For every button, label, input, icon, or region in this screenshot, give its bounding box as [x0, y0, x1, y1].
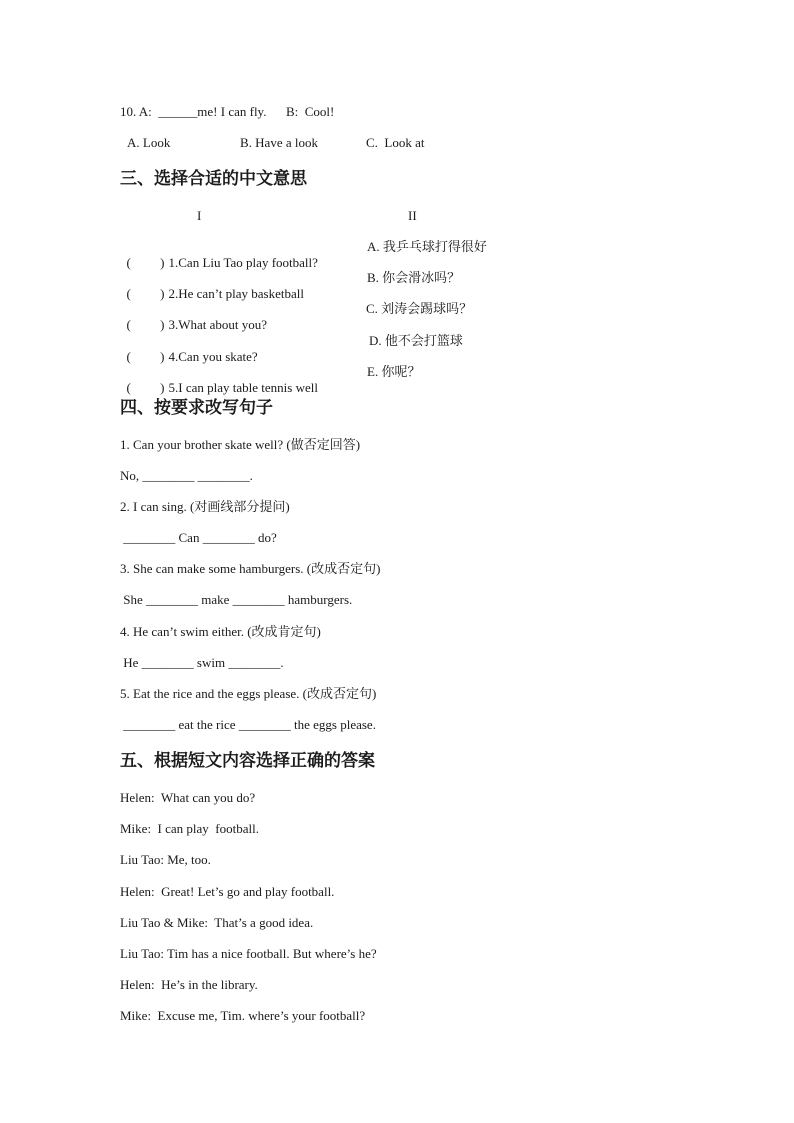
match-right-e: E. 你呢？ [367, 364, 421, 379]
dialogue-line: Mike: I can play football. [120, 821, 259, 836]
section5-heading: 五、根据短文内容选择正确的答案 [120, 751, 375, 771]
match-row-4 [120, 333, 258, 365]
q10-option-c: C. Look at [366, 135, 425, 150]
match-row-3 [120, 301, 267, 333]
rewrite-answer-3[interactable]: She ________ make ________ hamburgers. [120, 592, 353, 607]
rewrite-answer-1[interactable]: No, ________ ________. [120, 468, 253, 483]
match-right-b: B. 你会滑冰吗？ [367, 270, 461, 285]
column-ii-label: II [408, 208, 417, 223]
dialogue-line: Liu Tao: Tim has a nice football. But where’s he? [120, 946, 377, 961]
answer-blank[interactable]: ( ) [126, 255, 165, 270]
dialogue-line: Mike: Excuse me, Tim. where’s your football? [120, 1008, 366, 1023]
rewrite-answer-2[interactable]: ________ Can ________ do? [120, 530, 277, 545]
q10-question: 10. A: ______me! I can fly. B: Cool! [120, 104, 335, 119]
match-left: 5.I can play table tennis well [168, 380, 318, 395]
dialogue-line: Helen: What can you do? [120, 790, 256, 805]
match-right-a: A. 我乒乓球打得很好 [367, 239, 487, 254]
rewrite-question-2: 2. I can sing. (对画线部分提问) [120, 499, 290, 514]
match-right-c: C. 刘涛会踢球吗？ [366, 301, 473, 316]
answer-blank[interactable]: ( ) [126, 349, 165, 364]
match-row-1 [120, 239, 318, 271]
rewrite-question-4: 4. He can’t swim either. (改成肯定句) [120, 624, 321, 639]
dialogue-line: Liu Tao: Me, too. [120, 852, 211, 867]
match-row-5 [120, 364, 318, 396]
answer-blank[interactable]: ( ) [126, 286, 165, 301]
match-left: 3.What about you? [168, 317, 268, 332]
rewrite-question-3: 3. She can make some hamburgers. (改成否定句) [120, 561, 381, 576]
section4-heading: 四、按要求改写句子 [120, 398, 273, 418]
q10-option-a: A. Look [127, 135, 171, 150]
dialogue-line: Liu Tao & Mike: That’s a good idea. [120, 915, 314, 930]
rewrite-question-5: 5. Eat the rice and the eggs please. (改成否定句) [120, 686, 377, 701]
answer-blank[interactable]: ( ) [126, 317, 165, 332]
dialogue-line: Helen: Great! Let’s go and play football. [120, 884, 335, 899]
rewrite-answer-4[interactable]: He ________ swim ________. [120, 655, 284, 670]
rewrite-answer-5[interactable]: ________ eat the rice ________ the eggs please. [120, 717, 376, 732]
column-i-label: I [197, 208, 202, 223]
section3-heading: 三、选择合适的中文意思 [120, 169, 307, 189]
dialogue-line: Helen: He’s in the library. [120, 977, 258, 992]
q10-option-b: B. Have a look [240, 135, 318, 150]
match-left: 2.He can’t play basketball [168, 286, 304, 301]
match-left: 1.Can Liu Tao play football? [168, 255, 318, 270]
match-row-2 [120, 270, 304, 302]
answer-blank[interactable]: ( ) [126, 380, 165, 395]
match-right-d: D. 他不会打篮球 [369, 333, 463, 348]
rewrite-question-1: 1. Can your brother skate well? (做否定回答) [120, 437, 361, 452]
match-left: 4.Can you skate? [168, 349, 258, 364]
